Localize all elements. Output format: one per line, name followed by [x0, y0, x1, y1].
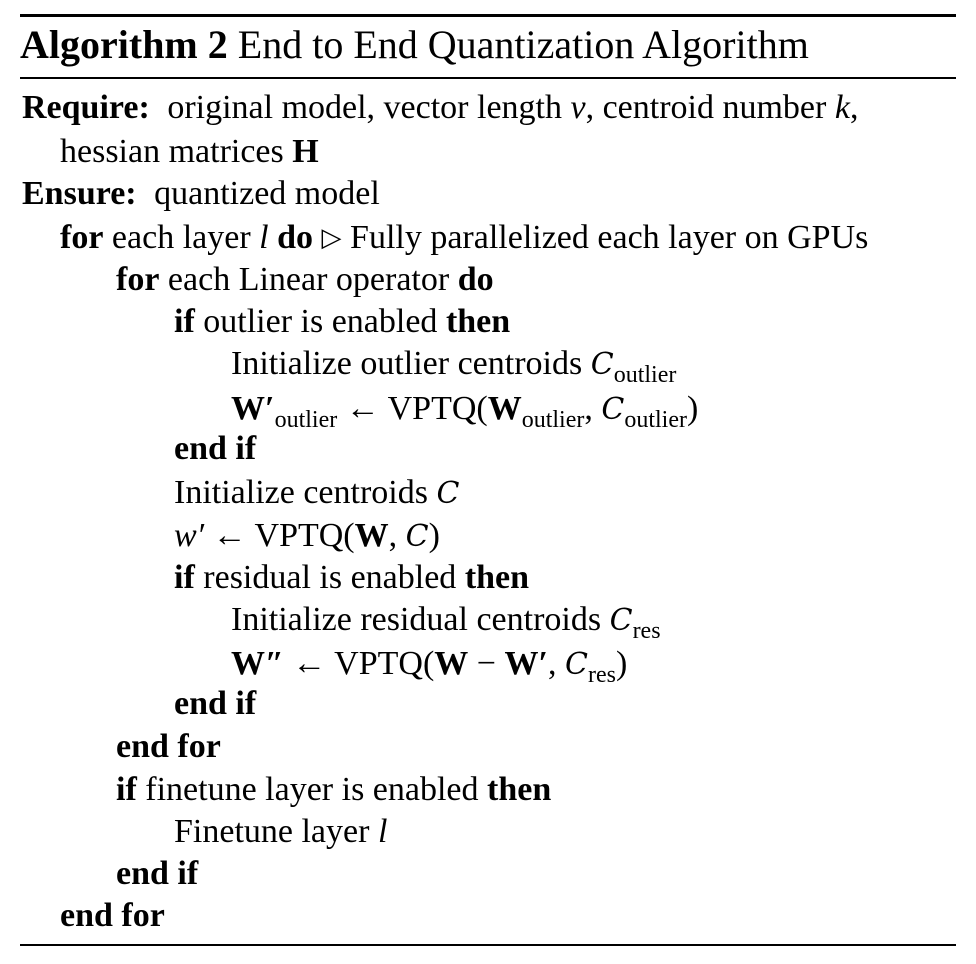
- kw-then: then: [445, 303, 511, 340]
- centroid-symbol: C: [565, 647, 588, 682]
- for-linear-text: each Linear operator: [167, 261, 450, 298]
- require-keyword: Require:: [22, 89, 150, 126]
- res-subscript: res: [588, 662, 616, 688]
- vptq-func: VPTQ(: [254, 517, 355, 554]
- kw-then: then: [487, 771, 552, 808]
- var-H: H: [292, 133, 319, 170]
- left-arrow: ←: [212, 517, 247, 554]
- header-rule: [20, 77, 956, 79]
- endfor-layer-line: [60, 895, 165, 937]
- for-layer-line: [60, 217, 868, 259]
- centroid-symbol: C: [405, 519, 429, 554]
- kw-for: for: [116, 261, 160, 298]
- if-finetune-text: finetune layer is enabled: [145, 771, 479, 808]
- endif-outlier-line: [174, 428, 256, 470]
- outlier-subscript: outlier: [624, 407, 687, 433]
- kw-end-if: end if: [116, 855, 199, 892]
- comma: ,: [548, 645, 557, 682]
- kw-end-for: end for: [116, 728, 221, 765]
- init-centroids-line: [174, 472, 459, 514]
- ensure-keyword: Ensure:: [22, 175, 137, 212]
- endif-residual-line: [174, 683, 256, 725]
- outlier-subscript: outlier: [521, 407, 585, 433]
- w-prime-symbol: W′: [504, 645, 549, 682]
- close-paren: ): [687, 390, 699, 427]
- w-symbol: W: [434, 645, 469, 682]
- comma: ,: [584, 390, 593, 427]
- var-k: k: [834, 89, 850, 126]
- require-text-d: hessian matrices: [60, 133, 284, 170]
- algorithm-name: End to End Quantization Algorithm: [237, 22, 809, 67]
- bottom-rule: [20, 944, 956, 946]
- kw-do: do: [457, 261, 494, 298]
- ensure-text: quantized model: [154, 175, 380, 212]
- outlier-subscript: outlier: [274, 407, 338, 433]
- if-outlier-line: [174, 301, 510, 343]
- centroid-symbol: C: [609, 603, 633, 638]
- init-residual-text: Initialize residual centroids: [231, 601, 602, 638]
- w-prime-lower: w′: [174, 517, 205, 554]
- w-symbol: W: [487, 390, 522, 427]
- kw-for: for: [60, 219, 104, 256]
- kw-do: do: [277, 219, 314, 256]
- init-outlier-text: Initialize outlier centroids: [231, 345, 583, 382]
- init-centroids-text: Initialize centroids: [174, 474, 428, 511]
- require-text-b: , centroid number: [585, 89, 827, 126]
- kw-if: if: [174, 559, 195, 596]
- require-text-c: ,: [849, 89, 859, 126]
- endif-finetune-line: [116, 853, 198, 895]
- if-finetune-line: [116, 769, 551, 811]
- vptq-func: VPTQ(: [387, 390, 488, 427]
- kw-end-if: end if: [174, 430, 257, 467]
- centroid-symbol: C: [436, 476, 460, 511]
- vptq-func: VPTQ(: [334, 645, 435, 682]
- centroid-symbol: C: [590, 347, 614, 382]
- for-layer-text: each layer: [111, 219, 251, 256]
- algorithm-label: Algorithm 2: [20, 22, 228, 67]
- outlier-subscript: outlier: [613, 362, 677, 388]
- w-double-prime-symbol: W″: [231, 645, 284, 682]
- kw-end-if: end if: [174, 685, 257, 722]
- require-text-a: original model, vector length: [167, 89, 562, 126]
- if-residual-line: [174, 557, 529, 599]
- w-prime-symbol: W′: [231, 390, 275, 427]
- assign-outlier-line: [231, 388, 699, 433]
- algorithm-title: [20, 14, 809, 76]
- var-l: l: [259, 219, 269, 256]
- assign-residual-line: [231, 643, 628, 688]
- init-outlier-line: [231, 343, 677, 388]
- var-v: v: [570, 89, 586, 126]
- require-line: [22, 87, 858, 129]
- if-residual-text: residual is enabled: [203, 559, 457, 596]
- kw-if: if: [116, 771, 137, 808]
- comma: ,: [388, 517, 398, 554]
- endfor-linear-line: [116, 726, 221, 768]
- centroid-symbol: C: [601, 392, 625, 427]
- close-paren: ): [615, 645, 628, 682]
- close-paren: ): [428, 517, 440, 554]
- minus-sign: −: [476, 645, 496, 682]
- init-residual-line: [231, 599, 661, 644]
- kw-end-for: end for: [60, 897, 165, 934]
- finetune-text: Finetune layer: [174, 813, 370, 850]
- comment-text: Fully parallelized each layer on GPUs: [350, 219, 869, 256]
- left-arrow: ←: [292, 645, 327, 682]
- for-linear-line: [116, 259, 494, 301]
- if-outlier-text: outlier is enabled: [203, 303, 438, 340]
- finetune-line: [174, 811, 387, 853]
- assign-w-line: [174, 515, 440, 557]
- res-subscript: res: [632, 618, 661, 644]
- left-arrow: ←: [345, 390, 380, 427]
- kw-if: if: [174, 303, 195, 340]
- ensure-line: [22, 173, 380, 215]
- var-l: l: [377, 813, 388, 850]
- comment-triangle-icon: ▷: [321, 223, 342, 252]
- require-line-continued: [60, 131, 319, 173]
- w-symbol: W: [354, 517, 389, 554]
- kw-then: then: [464, 559, 530, 596]
